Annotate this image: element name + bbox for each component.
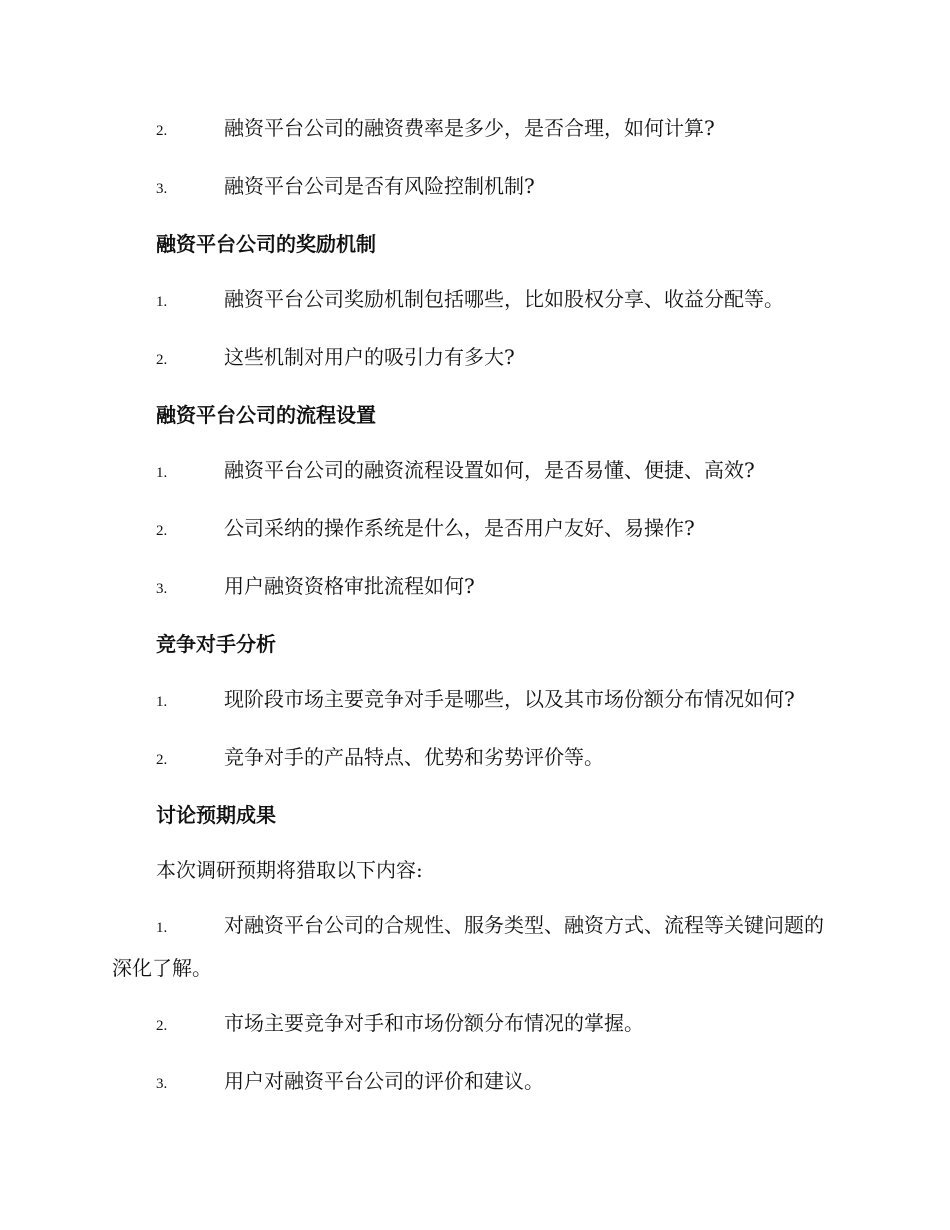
list-item [112,450,842,493]
list-text: 融资平台公司的融资费率是多少，是否合理，如何计算? [224,116,715,140]
list-text: 融资平台公司是否有风险控制机制? [224,174,535,198]
list-number: 2. [156,1018,168,1034]
list-text: 这些机制对用户的吸引力有多大? [224,345,515,369]
list-text: 融资平台公司奖励机制包括哪些，比如股权分享、收益分配等。 [224,287,784,311]
list-number: 1. [156,294,168,310]
list-text: 对融资平台公司的合规性、服务类型、融资方式、流程等关键问题的深化了解。 [112,913,824,980]
list-item [112,279,842,322]
list-item [112,1003,842,1046]
list-number: 2. [156,123,168,139]
list-number: 2. [156,752,168,768]
list-number: 1. [156,920,168,936]
list-item [112,1061,842,1104]
list-number: 3. [156,1076,168,1092]
list-text: 融资平台公司的融资流程设置如何，是否易懂、便捷、高效? [224,458,755,482]
section-heading: 竞争对手分析 [156,632,276,656]
section-heading: 融资平台公司的奖励机制 [156,232,376,256]
list-item [112,905,842,988]
section-heading: 讨论预期成果 [156,803,276,827]
list-text: 公司采纳的操作系统是什么，是否用户友好、易操作? [224,516,695,540]
list-item [112,337,842,380]
document-body [112,108,842,1119]
list-item [112,108,842,151]
paragraph: 本次调研预期将猎取以下内容: [156,858,423,882]
list-number: 2. [156,352,168,368]
list-number: 3. [156,581,168,597]
list-text: 现阶段市场主要竞争对手是哪些，以及其市场份额分布情况如何? [224,687,795,711]
list-number: 3. [156,181,168,197]
list-item [112,508,842,551]
list-text: 竞争对手的产品特点、优势和劣势评价等。 [224,745,604,769]
list-number: 1. [156,694,168,710]
section-heading: 融资平台公司的流程设置 [156,403,376,427]
list-text: 用户融资资格审批流程如何? [224,574,475,598]
list-text: 用户对融资平台公司的评价和建议。 [224,1069,544,1093]
list-number: 1. [156,465,168,481]
list-number: 2. [156,523,168,539]
list-item [112,737,842,780]
list-item [112,566,842,609]
list-text: 市场主要竞争对手和市场份额分布情况的掌握。 [224,1011,644,1035]
list-item [112,166,842,209]
list-item [112,679,842,722]
